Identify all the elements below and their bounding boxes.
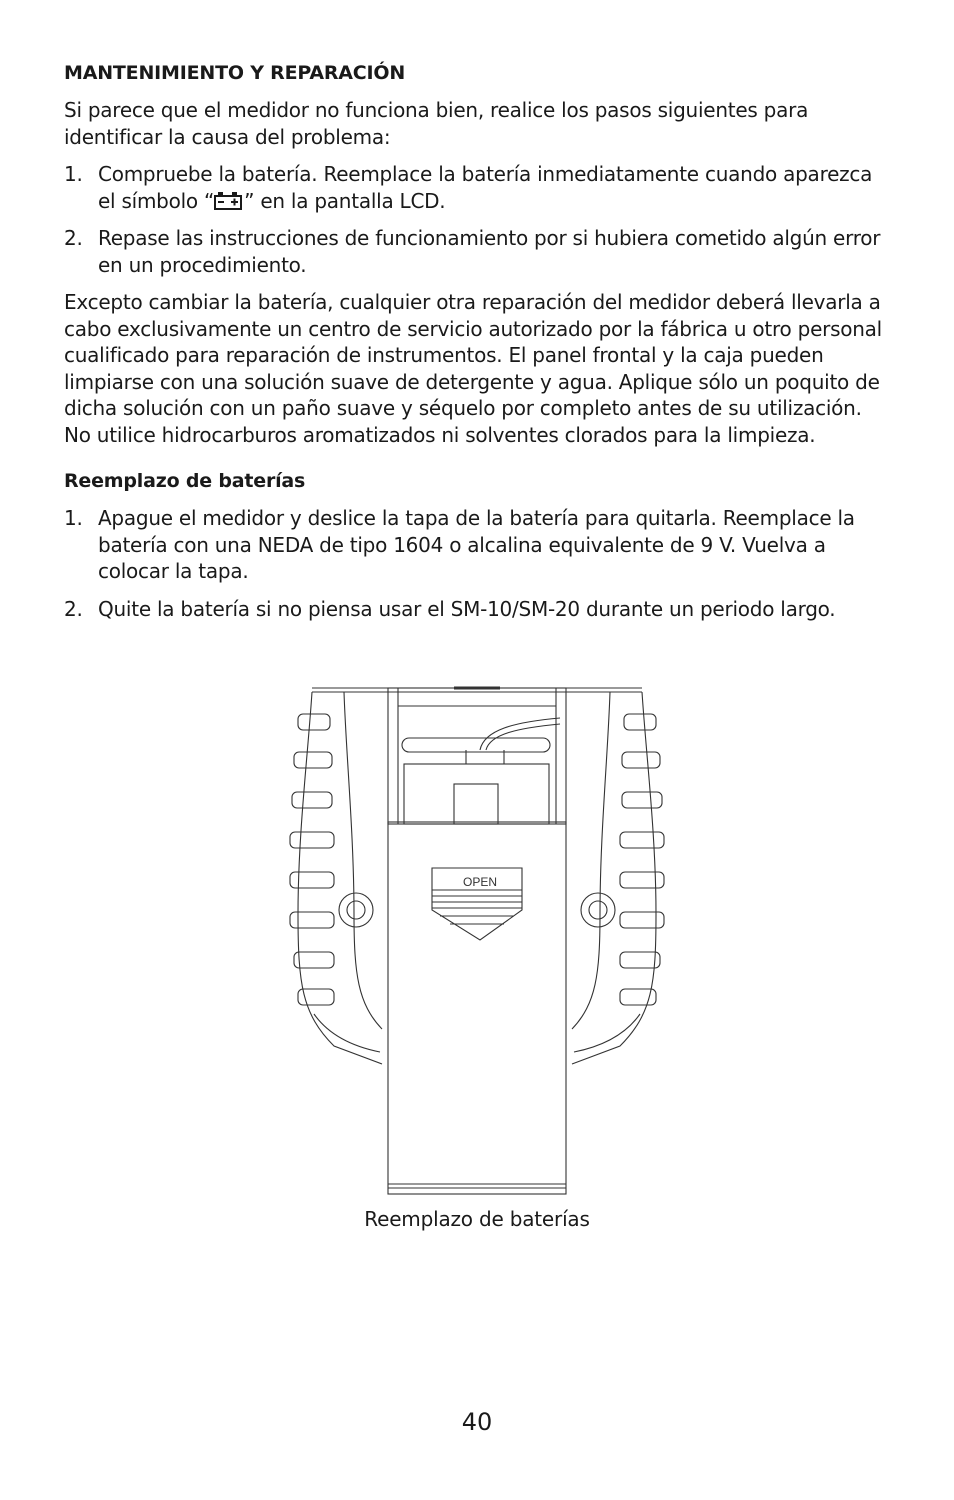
list-item [64, 596, 894, 623]
step-text-after: ” en la pantalla LCD. [244, 188, 446, 213]
page-number: 40 [461, 1408, 493, 1436]
step-text: Repase las instrucciones de funcionamiento por si hubiera cometido algún error en un procedimiento. [98, 226, 881, 277]
maintenance-steps [64, 161, 894, 278]
battery-replacement-illustration [284, 684, 670, 1204]
intro-paragraph: Si parece que el medidor no funciona bien, realice los pasos siguientes para identificar la causa del problema: [64, 98, 809, 149]
step-text: Quite la batería si no piensa usar el SM-10/SM-20 durante un periodo largo. [98, 596, 836, 621]
section-heading-maintenance: MANTENIMIENTO Y REPARACIÓN [64, 62, 406, 84]
step-number: 2. [64, 226, 83, 250]
open-label: OPEN [462, 875, 498, 889]
list-item [64, 225, 894, 278]
battery-steps [64, 505, 894, 622]
figure-caption: Reemplazo de baterías [364, 1207, 590, 1231]
repair-paragraph: Excepto cambiar la batería, cualquier otra reparación del medidor deberá llevarla a cabo exclusivamente un centro de servicio autorizado por la fábrica u otro personal cualificado para reparación de instrumentos. El panel frontal y la caja pueden limpiarse con una solución suave de detergente y agua. Aplique sólo un poquito de dicha solución con un paño suave y séquelo por completo antes de su utilización. No utilice hidrocarburos aromatizados ni solventes clorados para la limpieza. [64, 290, 882, 447]
step-text: Apague el medidor y deslice la tapa de la batería para quitarla. Reemplace la batería con una NEDA de tipo 1604 o alcalina equivalente de 9 V. Vuelva a colocar la tapa. [98, 506, 855, 583]
step-text-before: Compruebe la batería. Reemplace la batería inmediatamente cuando aparezca el símbolo “ [98, 162, 873, 213]
list-item [64, 161, 894, 214]
step-number: 1. [64, 506, 83, 530]
step-number: 1. [64, 162, 83, 186]
step-number: 2. [64, 596, 83, 621]
list-item [64, 505, 894, 585]
battery-icon [214, 192, 244, 210]
section-heading-battery: Reemplazo de baterías [64, 470, 306, 492]
manual-page [64, 60, 894, 633]
